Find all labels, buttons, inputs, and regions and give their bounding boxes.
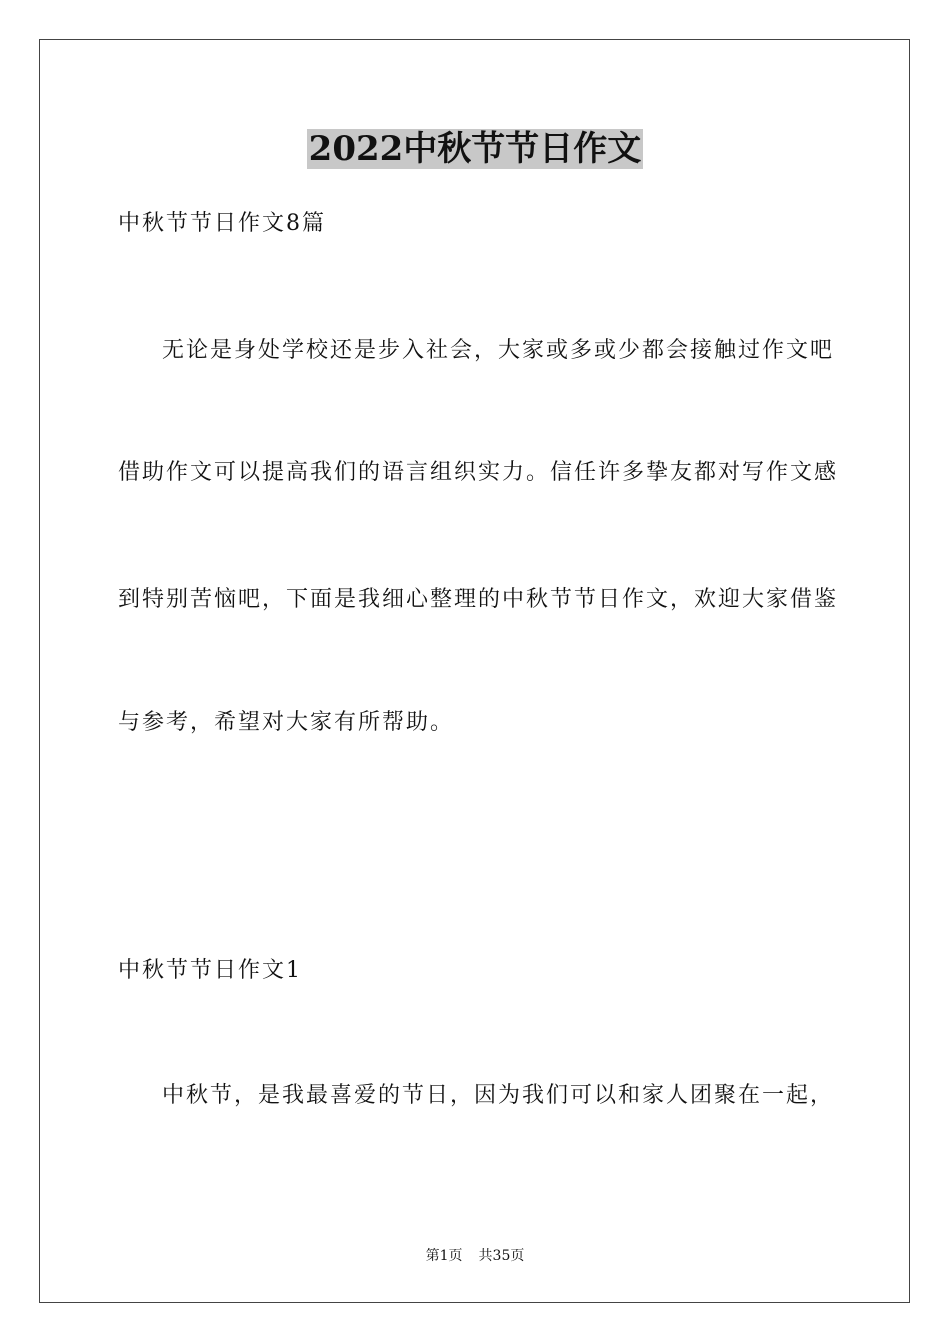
document-subtitle: 中秋节节日作文8篇 — [118, 211, 326, 236]
page-footer — [0, 1247, 950, 1265]
intro-line-4: 与参考，希望对大家有所帮助。 — [118, 710, 455, 735]
section-heading: 中秋节节日作文1 — [118, 958, 302, 983]
intro-line-1: 无论是身处学校还是步入社会，大家或多或少都会接触过作文吧 — [162, 338, 835, 363]
intro-line-2: 借助作文可以提高我们的语言组织实力。信任许多挚友都对写作文感 — [118, 460, 839, 485]
document-title — [0, 126, 950, 172]
page-number: 第1页 — [425, 1248, 463, 1264]
page-total: 共35页 — [478, 1248, 525, 1264]
intro-line-3: 到特别苦恼吧，下面是我细心整理的中秋节节日作文，欢迎大家借鉴 — [118, 587, 839, 612]
section-paragraph-line-1: 中秋节，是我最喜爱的节日，因为我们可以和家人团聚在一起， — [162, 1083, 835, 1108]
document-title-text: 2022中秋节节日作文 — [308, 129, 642, 169]
